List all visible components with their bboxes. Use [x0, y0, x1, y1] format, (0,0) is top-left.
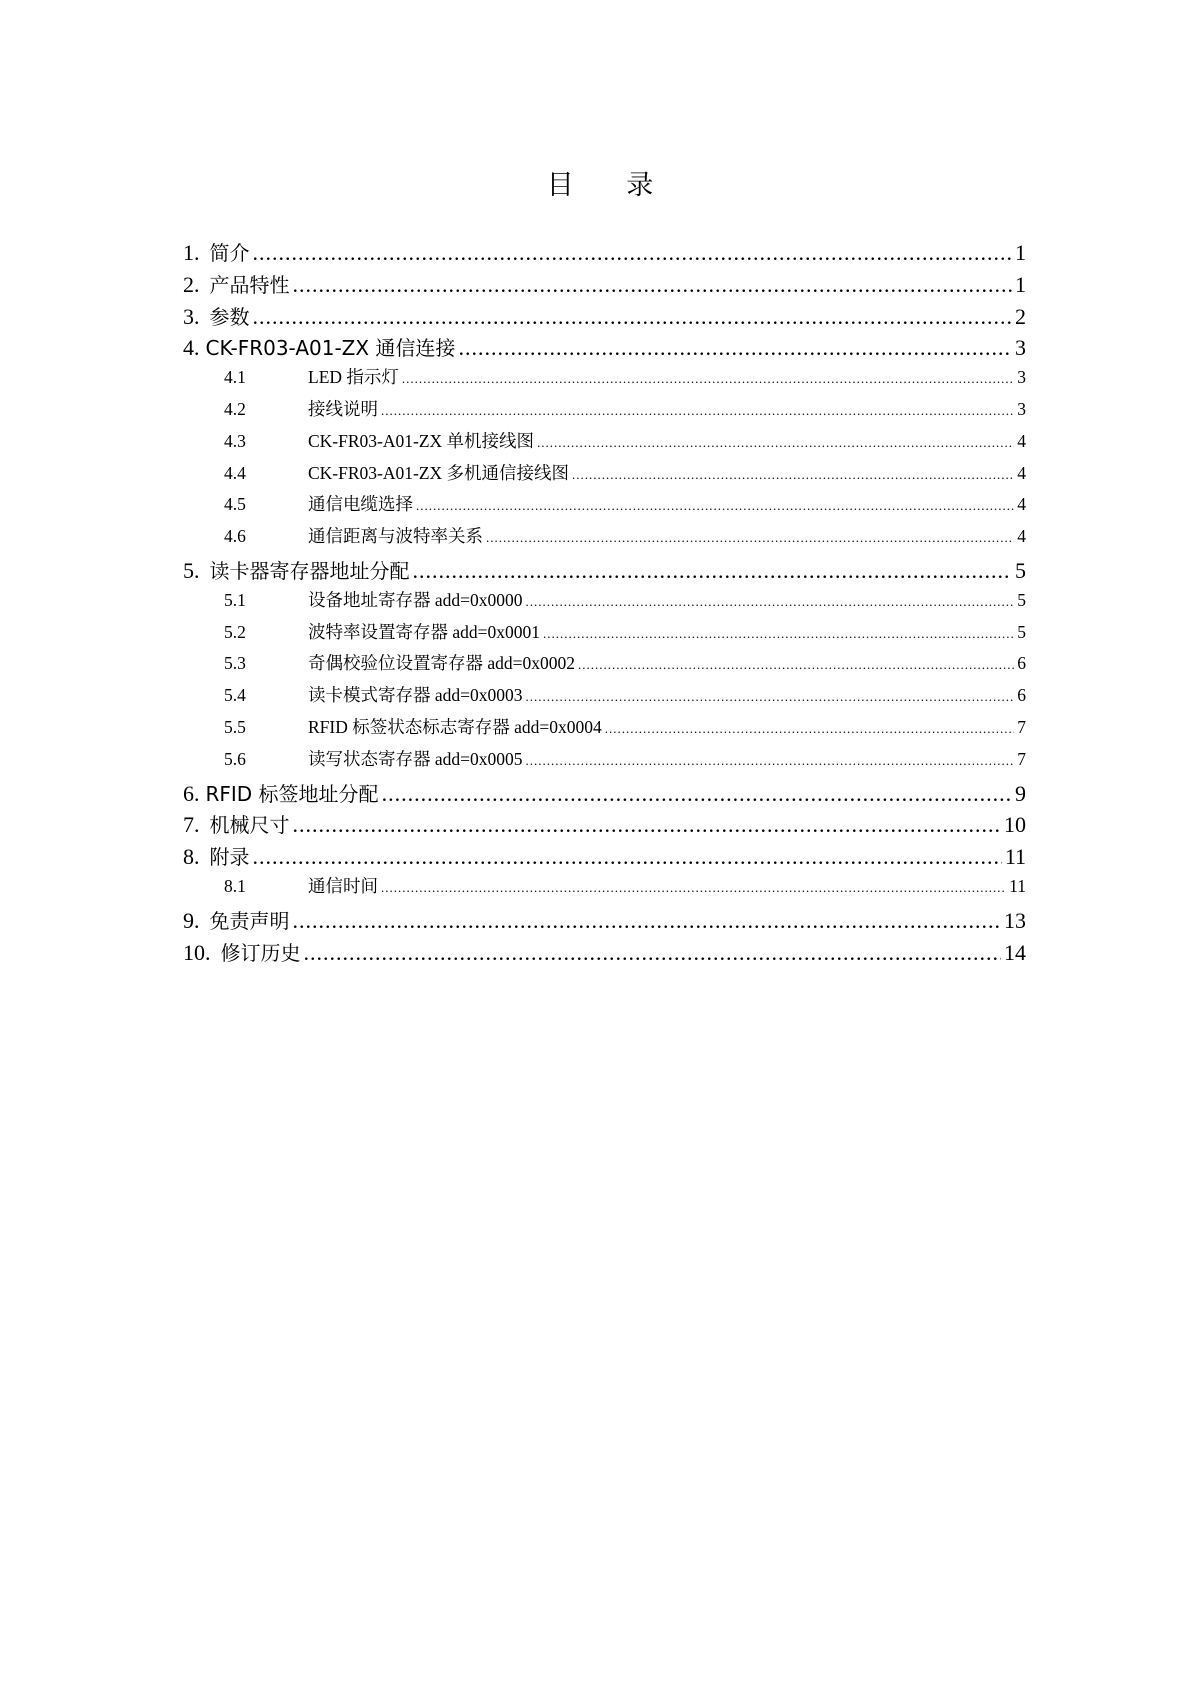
toc-entry-number: 5.4 — [224, 685, 246, 706]
toc-entry-number: 5. — [183, 557, 200, 583]
toc-entry-page-number: 3 — [1015, 335, 1026, 361]
toc-entry-title: CK-FR03-A01-ZX 通信连接 — [205, 336, 456, 361]
toc-entry[interactable] — [183, 301, 1026, 333]
toc-entry-page-number: 7 — [1017, 716, 1026, 737]
toc-entry[interactable] — [183, 460, 1026, 492]
toc-entry[interactable] — [183, 809, 1026, 841]
toc-entry[interactable] — [183, 269, 1026, 301]
toc-entry-title: 修订历史 — [220, 940, 301, 965]
toc-entry[interactable] — [183, 364, 1026, 396]
toc-entry-number: 5.3 — [224, 653, 246, 674]
toc-entry-title: RFID 标签状态标志寄存器 add=0x0004 — [308, 716, 602, 737]
toc-entry-title: 简介 — [209, 241, 250, 265]
toc-title: 目 录 — [546, 170, 676, 201]
toc-dot-leader — [382, 781, 1012, 807]
toc-dot-leader — [253, 844, 1002, 870]
toc-entry-title: CK-FR03-A01-ZX 多机通信接线图 — [308, 462, 570, 483]
toc-entry[interactable] — [183, 905, 1026, 937]
toc-entry-page-number: 11 — [1009, 875, 1026, 896]
toc-entry-title: 通信时间 — [308, 875, 378, 896]
toc-dot-leader — [293, 812, 1002, 838]
toc-dot-leader — [458, 335, 1012, 361]
toc-entry-page-number: 2 — [1015, 303, 1026, 329]
toc-entry-page-number: 4 — [1017, 462, 1026, 483]
toc-entry-title: 读卡模式寄存器 add=0x0003 — [308, 685, 523, 706]
toc-entry[interactable] — [183, 619, 1026, 651]
toc-entry-page-number: 13 — [1004, 907, 1026, 933]
toc-entry-title: 读卡器寄存器地址分配 — [209, 558, 410, 583]
toc-entry[interactable] — [183, 587, 1026, 619]
toc-entry[interactable] — [183, 491, 1026, 523]
toc-entry-title: 奇偶校验位设置寄存器 add=0x0002 — [308, 653, 576, 674]
toc-entry-page-number: 5 — [1017, 589, 1026, 610]
toc-entry-page-number: 9 — [1015, 780, 1026, 806]
toc-dot-leader — [486, 530, 1014, 546]
toc-dot-leader — [304, 940, 1002, 966]
toc-entry-title: RFID 标签地址分配 — [205, 781, 379, 806]
toc-entry[interactable] — [183, 841, 1026, 873]
toc-entry-number: 8. — [183, 844, 200, 870]
toc-dot-leader — [526, 689, 1015, 705]
toc-entry-number: 5.2 — [224, 621, 246, 642]
toc-entry-number: 7. — [183, 812, 200, 838]
toc-entry-number: 6. — [183, 780, 200, 806]
toc-entry-number: 9. — [183, 907, 200, 933]
toc-entry-page-number: 6 — [1017, 685, 1026, 706]
toc-entry-number: 4.4 — [224, 462, 246, 483]
toc-dot-leader — [526, 753, 1015, 769]
table-of-contents — [183, 237, 1026, 968]
toc-entry-number: 4.3 — [224, 430, 246, 451]
toc-entry[interactable] — [183, 523, 1026, 555]
toc-entry-title: 设备地址寄存器 add=0x0000 — [308, 589, 523, 610]
toc-entry[interactable] — [183, 555, 1026, 587]
toc-entry-title: CK-FR03-A01-ZX 单机接线图 — [308, 430, 535, 451]
toc-entry[interactable] — [183, 428, 1026, 460]
toc-entry-number: 1. — [183, 240, 200, 265]
toc-entry-page-number: 4 — [1017, 494, 1026, 515]
toc-entry-page-number: 6 — [1017, 653, 1026, 674]
toc-entry[interactable] — [183, 396, 1026, 428]
toc-entry-number: 4.5 — [224, 494, 246, 515]
toc-entry-page-number: 3 — [1017, 398, 1026, 419]
toc-entry-page-number: 14 — [1004, 939, 1026, 965]
toc-entry-number: 5.6 — [224, 748, 246, 769]
toc-entry-page-number: 3 — [1017, 367, 1026, 388]
toc-entry-page-number: 5 — [1017, 621, 1026, 642]
toc-dot-leader — [416, 498, 1014, 514]
toc-dot-leader — [253, 304, 1013, 330]
toc-entry-page-number: 7 — [1017, 748, 1026, 769]
toc-dot-leader — [605, 721, 1014, 737]
toc-entry[interactable] — [183, 332, 1026, 364]
toc-entry[interactable] — [183, 778, 1026, 810]
toc-entry-title: 读写状态寄存器 add=0x0005 — [308, 748, 523, 769]
toc-entry-title: 通信电缆选择 — [308, 494, 413, 515]
toc-entry-page-number: 1 — [1015, 271, 1026, 297]
toc-entry-title: 产品特性 — [209, 272, 290, 297]
toc-dot-leader — [526, 594, 1015, 610]
toc-dot-leader — [293, 272, 1013, 298]
toc-entry[interactable] — [183, 873, 1026, 905]
toc-entry-page-number: 5 — [1015, 557, 1026, 583]
toc-entry-page-number: 4 — [1017, 526, 1026, 547]
toc-entry-number: 8.1 — [224, 875, 246, 896]
toc-dot-leader — [578, 657, 1014, 673]
toc-entry[interactable] — [183, 650, 1026, 682]
toc-dot-leader — [293, 908, 1002, 934]
toc-entry-title: 接线说明 — [308, 398, 378, 419]
toc-entry-title: 附录 — [209, 845, 250, 870]
toc-entry-title: 波特率设置寄存器 add=0x0001 — [308, 621, 541, 642]
toc-entry-number: 5.1 — [224, 589, 246, 610]
toc-entry[interactable] — [183, 746, 1026, 778]
toc-entry-number: 4.6 — [224, 526, 246, 547]
toc-dot-leader — [381, 403, 1014, 419]
toc-dot-leader — [381, 880, 1006, 896]
toc-entry[interactable] — [183, 714, 1026, 746]
toc-entry-page-number: 1 — [1015, 240, 1026, 265]
toc-dot-leader — [253, 240, 1013, 266]
toc-entry-page-number: 10 — [1004, 812, 1026, 838]
toc-entry-number: 4.1 — [224, 367, 246, 388]
toc-entry-page-number: 4 — [1017, 430, 1026, 451]
toc-entry[interactable] — [183, 937, 1026, 969]
toc-entry-page-number: 11 — [1004, 844, 1026, 870]
toc-entry-number: 3. — [183, 303, 200, 329]
toc-dot-leader — [572, 467, 1014, 483]
toc-entry-number: 2. — [183, 271, 200, 297]
toc-entry-number: 4. — [183, 335, 200, 361]
toc-dot-leader — [537, 435, 1014, 451]
toc-dot-leader — [402, 371, 1014, 387]
toc-entry-title: 机械尺寸 — [209, 813, 290, 838]
toc-dot-leader — [543, 626, 1014, 642]
toc-entry-number: 5.5 — [224, 716, 246, 737]
toc-entry[interactable] — [183, 682, 1026, 714]
toc-entry-title: 免责声明 — [209, 908, 290, 933]
toc-entry-number: 10. — [183, 939, 211, 965]
toc-entry-title: LED 指示灯 — [308, 367, 399, 388]
toc-entry-number: 4.2 — [224, 398, 246, 419]
toc-entry-title: 通信距离与波特率关系 — [308, 526, 483, 547]
toc-entry-title: 参数 — [209, 304, 250, 329]
toc-entry[interactable] — [183, 237, 1026, 269]
toc-dot-leader — [413, 558, 1013, 584]
